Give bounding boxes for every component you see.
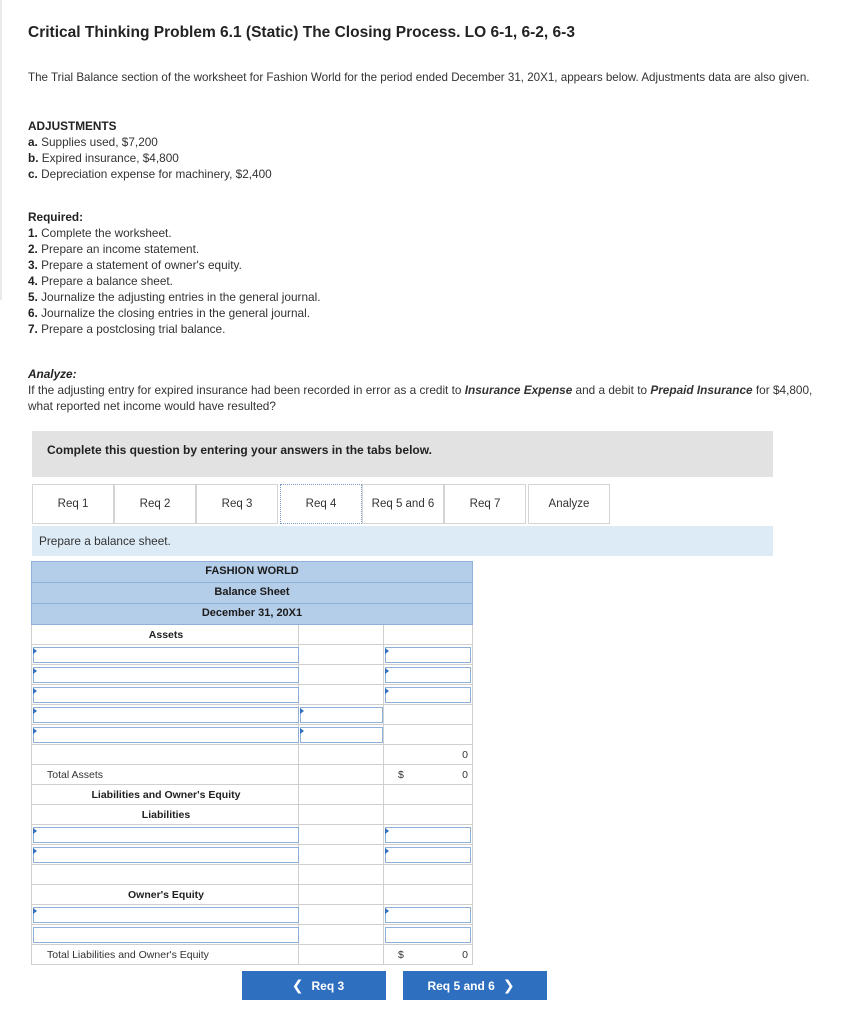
asset-account-input[interactable]: [33, 707, 299, 723]
adjustment-item: c. Depreciation expense for machinery, $2,400: [28, 167, 272, 181]
table-row: [31, 745, 473, 765]
tab-req-3[interactable]: Req 3: [196, 484, 278, 524]
dropdown-marker-icon: [385, 648, 389, 654]
analyze-heading: Analyze:: [28, 367, 77, 381]
total-assets-value: 0: [462, 769, 468, 781]
liability-amount-input[interactable]: [385, 847, 471, 863]
intro-text: The Trial Balance section of the worksheet for Fashion World for the period ended December 31, 20X1, appears below. Adjustments data are also given.: [28, 71, 810, 84]
liability-account-input[interactable]: [33, 827, 299, 843]
asset-account-input[interactable]: [33, 727, 299, 743]
left-edge-bar: [0, 0, 2, 300]
owners-equity-heading: Owner's Equity: [31, 885, 299, 905]
chevron-right-icon: ❯: [502, 977, 515, 993]
liability-amount-input[interactable]: [385, 827, 471, 843]
dropdown-marker-icon: [33, 708, 37, 714]
asset-account-input[interactable]: [33, 667, 299, 683]
table-row: [31, 765, 473, 785]
dropdown-marker-icon: [33, 728, 37, 734]
dropdown-marker-icon: [385, 848, 389, 854]
total-assets-label: Total Assets: [31, 765, 299, 785]
dropdown-marker-icon: [385, 908, 389, 914]
equity-amount-input[interactable]: [385, 907, 471, 923]
dropdown-marker-icon: [33, 908, 37, 914]
asset-amount-input[interactable]: [300, 727, 383, 743]
tab-req-2[interactable]: Req 2: [114, 484, 196, 524]
table-row: [31, 665, 473, 685]
table-row: [31, 685, 473, 705]
dropdown-marker-icon: [33, 848, 37, 854]
total-liabilities-equity-value: 0: [462, 949, 468, 961]
task-prompt: Prepare a balance sheet.: [32, 526, 773, 556]
next-req-button[interactable]: Req 5 and 6 ❯: [403, 971, 547, 1000]
table-row: [31, 645, 473, 665]
dropdown-marker-icon: [300, 728, 304, 734]
company-name: FASHION WORLD: [31, 561, 473, 583]
analyze-text: If the adjusting entry for expired insurance had been recorded in error as a credit to Insurance Expense and a debit to Prepaid Insurance for $4,800, what reported net income would have resulted?: [28, 383, 813, 413]
adjustment-item: b. Expired insurance, $4,800: [28, 151, 179, 165]
statement-date: December 31, 20X1: [31, 604, 473, 625]
required-item: 2. Prepare an income statement.: [28, 242, 200, 256]
required-heading: Required:: [28, 210, 84, 224]
dropdown-marker-icon: [385, 828, 389, 834]
liabilities-equity-heading: Liabilities and Owner's Equity: [31, 785, 299, 805]
statement-name: Balance Sheet: [31, 583, 473, 604]
assets-heading: Assets: [31, 625, 299, 645]
instruction-banner: Complete this question by entering your answers in the tabs below.: [32, 431, 773, 477]
asset-amount-input[interactable]: [385, 647, 471, 663]
tab-req-4[interactable]: Req 4: [280, 484, 362, 524]
table-row: [31, 925, 473, 945]
table-row: [31, 945, 473, 965]
dropdown-marker-icon: [33, 688, 37, 694]
table-row: [31, 865, 473, 885]
table-row: [31, 905, 473, 925]
tab-analyze[interactable]: Analyze: [528, 484, 610, 524]
liabilities-heading: Liabilities: [31, 805, 299, 825]
dropdown-marker-icon: [385, 688, 389, 694]
required-item: 6. Journalize the closing entries in the general journal.: [28, 306, 310, 320]
page-title: Critical Thinking Problem 6.1 (Static) The Closing Process. LO 6-1, 6-2, 6-3: [28, 24, 575, 41]
currency-symbol: $: [398, 769, 404, 781]
table-row: [31, 785, 473, 805]
asset-subtotal-value: 0: [384, 745, 473, 765]
required-item: 3. Prepare a statement of owner's equity.: [28, 258, 242, 272]
tab-req-7[interactable]: Req 7: [444, 484, 526, 524]
adjustment-item: a. Supplies used, $7,200: [28, 135, 158, 149]
table-row: [31, 725, 473, 745]
table-row: [31, 845, 473, 865]
dropdown-marker-icon: [385, 668, 389, 674]
tab-req-5-and-6[interactable]: Req 5 and 6: [362, 484, 444, 524]
asset-account-input[interactable]: [33, 647, 299, 663]
adjustments-heading: ADJUSTMENTS: [28, 119, 117, 133]
tab-req-1[interactable]: Req 1: [32, 484, 114, 524]
required-item: 5. Journalize the adjusting entries in the general journal.: [28, 290, 321, 304]
prev-req-button[interactable]: ❮ Req 3: [242, 971, 386, 1000]
required-section: [28, 209, 321, 337]
equity-account-input[interactable]: [33, 907, 299, 923]
required-item: 1. Complete the worksheet.: [28, 226, 172, 240]
asset-amount-input[interactable]: [385, 667, 471, 683]
dropdown-marker-icon: [33, 648, 37, 654]
asset-amount-input[interactable]: [300, 707, 383, 723]
dropdown-marker-icon: [33, 828, 37, 834]
equity-amount-input[interactable]: [385, 927, 471, 943]
table-row: [31, 625, 473, 645]
required-item: 7. Prepare a postclosing trial balance.: [28, 322, 226, 336]
asset-account-input[interactable]: [33, 687, 299, 703]
liability-account-input[interactable]: [33, 847, 299, 863]
table-row: [31, 705, 473, 725]
total-liabilities-equity-label: Total Liabilities and Owner's Equity: [31, 945, 299, 965]
currency-symbol: $: [398, 949, 404, 961]
dropdown-marker-icon: [300, 708, 304, 714]
balance-sheet-table: [31, 561, 473, 965]
chevron-left-icon: ❮: [291, 977, 304, 993]
dropdown-marker-icon: [33, 668, 37, 674]
required-item: 4. Prepare a balance sheet.: [28, 274, 173, 288]
table-row: [31, 825, 473, 845]
table-row: [31, 885, 473, 905]
adjustments-section: [28, 118, 272, 182]
equity-account-input[interactable]: [33, 927, 299, 943]
asset-amount-input[interactable]: [385, 687, 471, 703]
analyze-section: [28, 366, 818, 414]
table-row: [31, 805, 473, 825]
